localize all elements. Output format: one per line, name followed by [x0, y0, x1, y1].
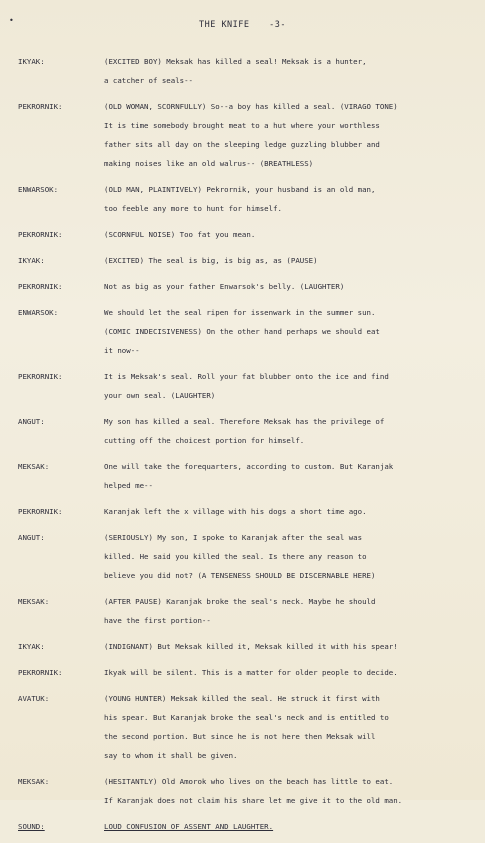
dialogue-entry: [18, 277, 484, 296]
dialogue-entry: [18, 592, 484, 630]
dialogue-line: (SCORNFUL NOISE) Too fat you mean.: [104, 230, 256, 239]
dialogue-text: [104, 592, 484, 630]
dialogue-line: My son has killed a seal. Therefore Meksak has the privilege of: [104, 417, 385, 426]
speaker-name: MEKSAK:: [18, 777, 50, 786]
dialogue-text: [104, 457, 484, 495]
speaker-name: PEKRORNIK:: [18, 282, 63, 291]
dialogue-entry: [18, 251, 484, 270]
speaker-name: AVATUK:: [18, 694, 50, 703]
dialogue-line: (COMIC INDECISIVENESS) On the other hand perhaps we should eat: [104, 327, 380, 336]
speaker-name: PEKRORNIK:: [18, 507, 63, 516]
dialogue-line: (HESITANTLY) Old Amorok who lives on the beach has little to eat.: [104, 777, 394, 786]
dialogue-line: (INDIGNANT) But Meksak killed it, Meksak killed it with his spear!: [104, 642, 398, 651]
dialogue-line: (SERIOUSLY) My son, I spoke to Karanjak after the seal was: [104, 533, 363, 542]
dialogue-entry: [18, 502, 484, 521]
dialogue-text: [104, 225, 484, 244]
dialogue-line: helped me--: [104, 481, 153, 490]
dialogue-text: [104, 817, 484, 836]
speaker-name: IKYAK:: [18, 57, 45, 66]
dialogue-entry: [18, 97, 484, 173]
page-number: -3-: [269, 20, 287, 30]
dialogue-line: (EXCITED) The seal is big, is big as, as (PAUSE): [104, 256, 318, 265]
dialogue-line: say to whom it shall be given.: [104, 751, 238, 760]
dialogue-line: Not as big as your father Enwarsok's belly. (LAUGHTER): [104, 282, 345, 291]
dialogue-line: believe you did not? (A TENSENESS SHOULD BE DISCERNABLE HERE): [104, 571, 376, 580]
speaker-name: PEKRORNIK:: [18, 668, 63, 677]
margin-mark: •: [9, 16, 14, 25]
dialogue-text: [104, 412, 484, 450]
dialogue-text: [104, 97, 484, 173]
dialogue-entry: [18, 663, 484, 682]
dialogue-line: a catcher of seals--: [104, 76, 193, 85]
dialogue-text: [104, 637, 484, 656]
dialogue-entry: [18, 457, 484, 495]
dialogue-line: LOUD CONFUSION OF ASSENT AND LAUGHTER.: [104, 822, 274, 831]
speaker-name: PEKRORNIK:: [18, 230, 63, 239]
speaker-name: SOUND:: [18, 822, 45, 831]
dialogue-entry: [18, 772, 484, 810]
dialogue-line: his spear. But Karanjak broke the seal's neck and is entitled to: [104, 713, 389, 722]
dialogue-line: it now--: [104, 346, 140, 355]
dialogue-line: killed. He said you killed the seal. Is there any reason to: [104, 552, 367, 561]
speaker-name: PEKRORNIK:: [18, 102, 63, 111]
dialogue-line: We should let the seal ripen for issenwark in the summer sun.: [104, 308, 376, 317]
dialogue-entry: [18, 637, 484, 656]
dialogue-line: It is Meksak's seal. Roll your fat blubber onto the ice and find: [104, 372, 389, 381]
dialogue-entry: [18, 225, 484, 244]
dialogue-entry: [18, 52, 484, 90]
dialogue-entry: [18, 367, 484, 405]
dialogue-text: [104, 251, 484, 270]
dialogue-text: [104, 277, 484, 296]
dialogue-line: One will take the forequarters, according to custom. But Karanjak: [104, 462, 394, 471]
dialogue-text: [104, 180, 484, 218]
dialogue-text: [104, 689, 484, 765]
dialogue-text: [104, 52, 484, 90]
dialogue-text: [104, 367, 484, 405]
dialogue-line: (OLD MAN, PLAINTIVELY) Pekrornik, your husband is an old man,: [104, 185, 376, 194]
speaker-name: MEKSAK:: [18, 462, 50, 471]
dialogue-line: (OLD WOMAN, SCORNFULLY) So--a boy has killed a seal. (VIRAGO TONE): [104, 102, 398, 111]
dialogue-text: [104, 528, 484, 585]
speaker-name: MEKSAK:: [18, 597, 50, 606]
dialogue-entry: [18, 412, 484, 450]
speaker-name: PEKRORNIK:: [18, 372, 63, 381]
dialogue-entry: [18, 817, 484, 836]
dialogue-entry: [18, 180, 484, 218]
dialogue-entry: [18, 303, 484, 360]
dialogue-line: have the first portion--: [104, 616, 211, 625]
dialogue-text: [104, 663, 484, 682]
speaker-name: ANGUT:: [18, 533, 45, 542]
page-header: [0, 20, 485, 30]
dialogue-line: cutting off the choicest portion for himself.: [104, 436, 305, 445]
speaker-name: ENWARSOK:: [18, 185, 59, 194]
speaker-name: IKYAK:: [18, 256, 45, 265]
dialogue-line: It is time somebody brought meat to a hut where your worthless: [104, 121, 380, 130]
dialogue-line: Karanjak left the x village with his dogs a short time ago.: [104, 507, 367, 516]
dialogue-line: (YOUNG HUNTER) Meksak killed the seal. He struck it first with: [104, 694, 380, 703]
dialogue-line: making noises like an old walrus-- (BREATHLESS): [104, 159, 314, 168]
dialogue-line: the second portion. But since he is not here then Meksak will: [104, 732, 376, 741]
dialogue-text: [104, 502, 484, 521]
script-title: THE KNIFE: [198, 20, 250, 30]
dialogue-entry: [18, 689, 484, 765]
speaker-name: IKYAK:: [18, 642, 45, 651]
dialogue-line: your own seal. (LAUGHTER): [104, 391, 216, 400]
dialogue-line: If Karanjak does not claim his share let me give it to the old man.: [104, 796, 403, 805]
dialogue-text: [104, 303, 484, 360]
dialogue-line: (EXCITED BOY) Meksak has killed a seal! Meksak is a hunter,: [104, 57, 367, 66]
script-body: [18, 52, 484, 843]
speaker-name: ANGUT:: [18, 417, 45, 426]
dialogue-line: (AFTER PAUSE) Karanjak broke the seal's neck. Maybe he should: [104, 597, 376, 606]
dialogue-entry: [18, 528, 484, 585]
dialogue-line: Ikyak will be silent. This is a matter for older people to decide.: [104, 668, 398, 677]
dialogue-line: father sits all day on the sleeping ledge guzzling blubber and: [104, 140, 380, 149]
dialogue-text: [104, 772, 484, 810]
dialogue-line: too feeble any more to hunt for himself.: [104, 204, 282, 213]
speaker-name: ENWARSOK:: [18, 308, 59, 317]
